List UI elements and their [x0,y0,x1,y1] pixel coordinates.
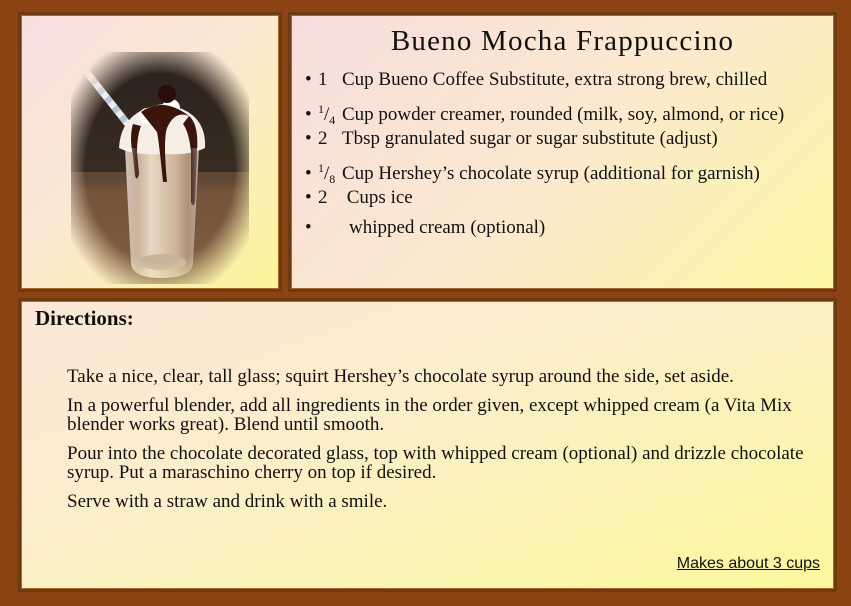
ingredient-quantity: $^1/_4$ [318,101,336,127]
bullet-icon: • [305,103,312,125]
bullet-icon: • [305,69,312,90]
recipe-photo [71,52,249,284]
ingredient-item [305,97,784,127]
ingredient-item [305,185,784,215]
direction-step: In a powerful blender, add all ingredients in the order given, except whipped cream (a Vita Mix blender works great). Blend until smooth. [67,395,792,435]
ingredient-list [305,67,784,244]
direction-step: Take a nice, clear, tall glass; squirt Hershey’s chocolate syrup around the side, set aside. [67,366,734,387]
ingredient-item [305,67,784,97]
ingredient-text: Cup Bueno Coffee Substitute, extra strong brew, chilled [342,69,768,90]
ingredient-item [305,156,784,186]
ingredient-quantity: 2 [318,187,328,208]
frappuccino-image [71,52,249,284]
ingredient-text: Tbsp granulated sugar or sugar substitute (adjust) [342,128,718,149]
ingredient-text: whipped cream (optional) [349,216,546,238]
yield-note: Makes about 3 cups [676,555,820,572]
direction-step: Serve with a straw and drink with a smile. [67,491,388,512]
ingredient-quantity: 2 [318,128,328,149]
direction-step: Pour into the chocolate decorated glass, top with whipped cream (optional) and drizzle chocolate syrup. Put a maraschino cherry on top if desired. [67,443,804,483]
ingredients-panel [288,12,837,292]
ingredient-text: Cups ice [342,187,413,208]
bullet-icon: • [305,128,312,149]
bullet-icon: • [305,216,312,238]
ingredient-text: Cup powder creamer, rounded (milk, soy, almond, or rice) [342,103,785,125]
ingredient-item [305,215,784,245]
ingredient-item [305,126,784,156]
directions-heading: Directions: [35,306,134,330]
directions-steps [67,367,817,521]
ingredient-quantity: $^1/_8$ [318,160,336,186]
ingredient-text: Cup Hershey’s chocolate syrup (additional for garnish) [342,162,760,184]
ingredient-quantity: 1 [318,69,328,90]
bullet-icon: • [305,187,312,208]
bullet-icon: • [305,162,312,184]
recipe-title: Bueno Mocha Frappuccino [390,25,735,57]
directions-panel [18,298,837,592]
photo-panel [18,12,282,292]
